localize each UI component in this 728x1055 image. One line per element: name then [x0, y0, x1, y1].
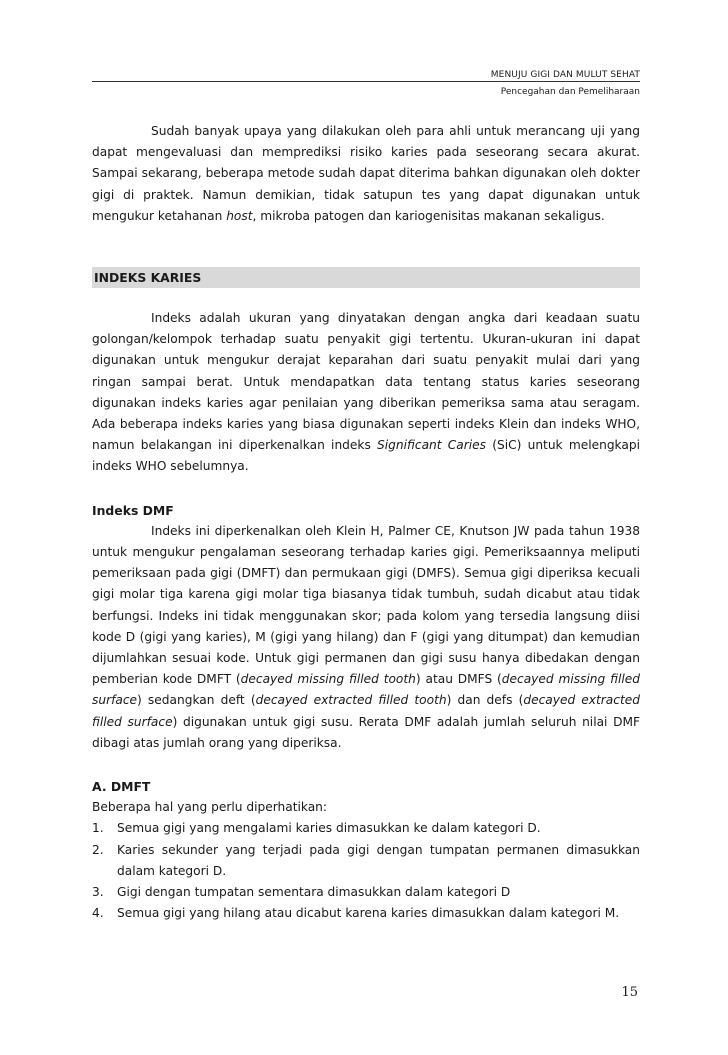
page-number: 15 [621, 985, 638, 1000]
list-item: 4. Semua gigi yang hilang atau dicabut karena karies dimasukkan dalam kategori M. [92, 906, 620, 921]
dmft-heading: A. DMFT [92, 779, 151, 795]
dmft-list [92, 818, 640, 924]
list-item: 3. Gigi dengan tumpatan sementara dimasukkan dalam kategori D [92, 885, 511, 900]
indeks-paragraph: Indeks adalah ukuran yang dinyatakan dengan angka dari keadaan suatu golongan/kelompok terhadap suatu penyakit gigi tertentu. Ukuran-ukuran ini dapat digunakan untuk mengukur derajat keparahan dari suatu penyakit mulai dari yang ringan sampai berat. Untuk mendapatkan data tentang status karies seseorang digunakan indeks karies agar penilaian yang diberikan pemeriksa sama atau seragam. Ada beberapa indeks karies yang biasa digunakan seperti indeks Klein dan indeks WHO, namun belakangan ini diperkenalkan indeks Significant Caries (SiC) untuk melengkapi indeks WHO sebelumnya. [92, 311, 640, 474]
dmf-heading: Indeks DMF [92, 502, 174, 518]
running-title: MENUJU GIGI DAN MULUT SEHAT [490, 70, 640, 80]
dmf-paragraph: Indeks ini diperkenalkan oleh Klein H, Palmer CE, Knutson JW pada tahun 1938 untuk mengukur pengalaman seseorang terhadap karies gigi. Pemeriksaannya meliputi pemeriksaan pada gigi (DMFT) dan permukaan gigi (DMFS). Semua gigi diperiksa kecuali gigi molar tiga karena gigi molar tiga biasanya tidak tumbuh, sudah dicabut atau tidak berfungsi. Indeks ini tidak menggunakan skor; pada kolom yang tersedia langsung diisi kode D (gigi yang karies), M (gigi yang hilang) dan F (gigi yang ditumpat) dan kemudian dijumlahkan sesuai kode. Untuk gigi permanen dan gigi susu hanya dibedakan dengan pemberian kode DMFT (decayed missing filled tooth) atau DMFS (decayed missing filled surface) sedangkan deft (decayed extracted filled tooth) dan defs (decayed extracted filled surface) digunakan untuk gigi susu. Rerata DMF adalah jumlah seluruh nilai DMF dibagi atas jumlah orang yang diperiksa. [92, 523, 640, 750]
page-content [92, 121, 640, 925]
dmft-lead: Beberapa hal yang perlu diperhatikan: [92, 800, 328, 815]
intro-paragraph: Sudah banyak upaya yang dilakukan oleh para ahli untuk merancang uji yang dapat mengevaluasi dan memprediksi risiko karies pada seseorang secara akurat. Sampai sekarang, beberapa metode sudah dapat diterima bahkan digunakan oleh dokter gigi di praktek. Namun demikian, tidak satupun tes yang dapat digunakan untuk mengukur ketahanan host, mikroba patogen dan kariogenisitas makanan sekaligus. [92, 124, 640, 223]
list-item: 1. Semua gigi yang mengalami karies dimasukkan ke dalam kategori D. [92, 821, 541, 836]
list-item: 2. Karies sekunder yang terjadi pada gigi dengan tumpatan permanen dimasukkan dalam kategori D. [92, 842, 640, 878]
section-heading: INDEKS KARIES [92, 267, 640, 288]
running-subtitle: Pencegahan dan Pemeliharaan [500, 87, 640, 97]
header-rule [92, 81, 640, 82]
